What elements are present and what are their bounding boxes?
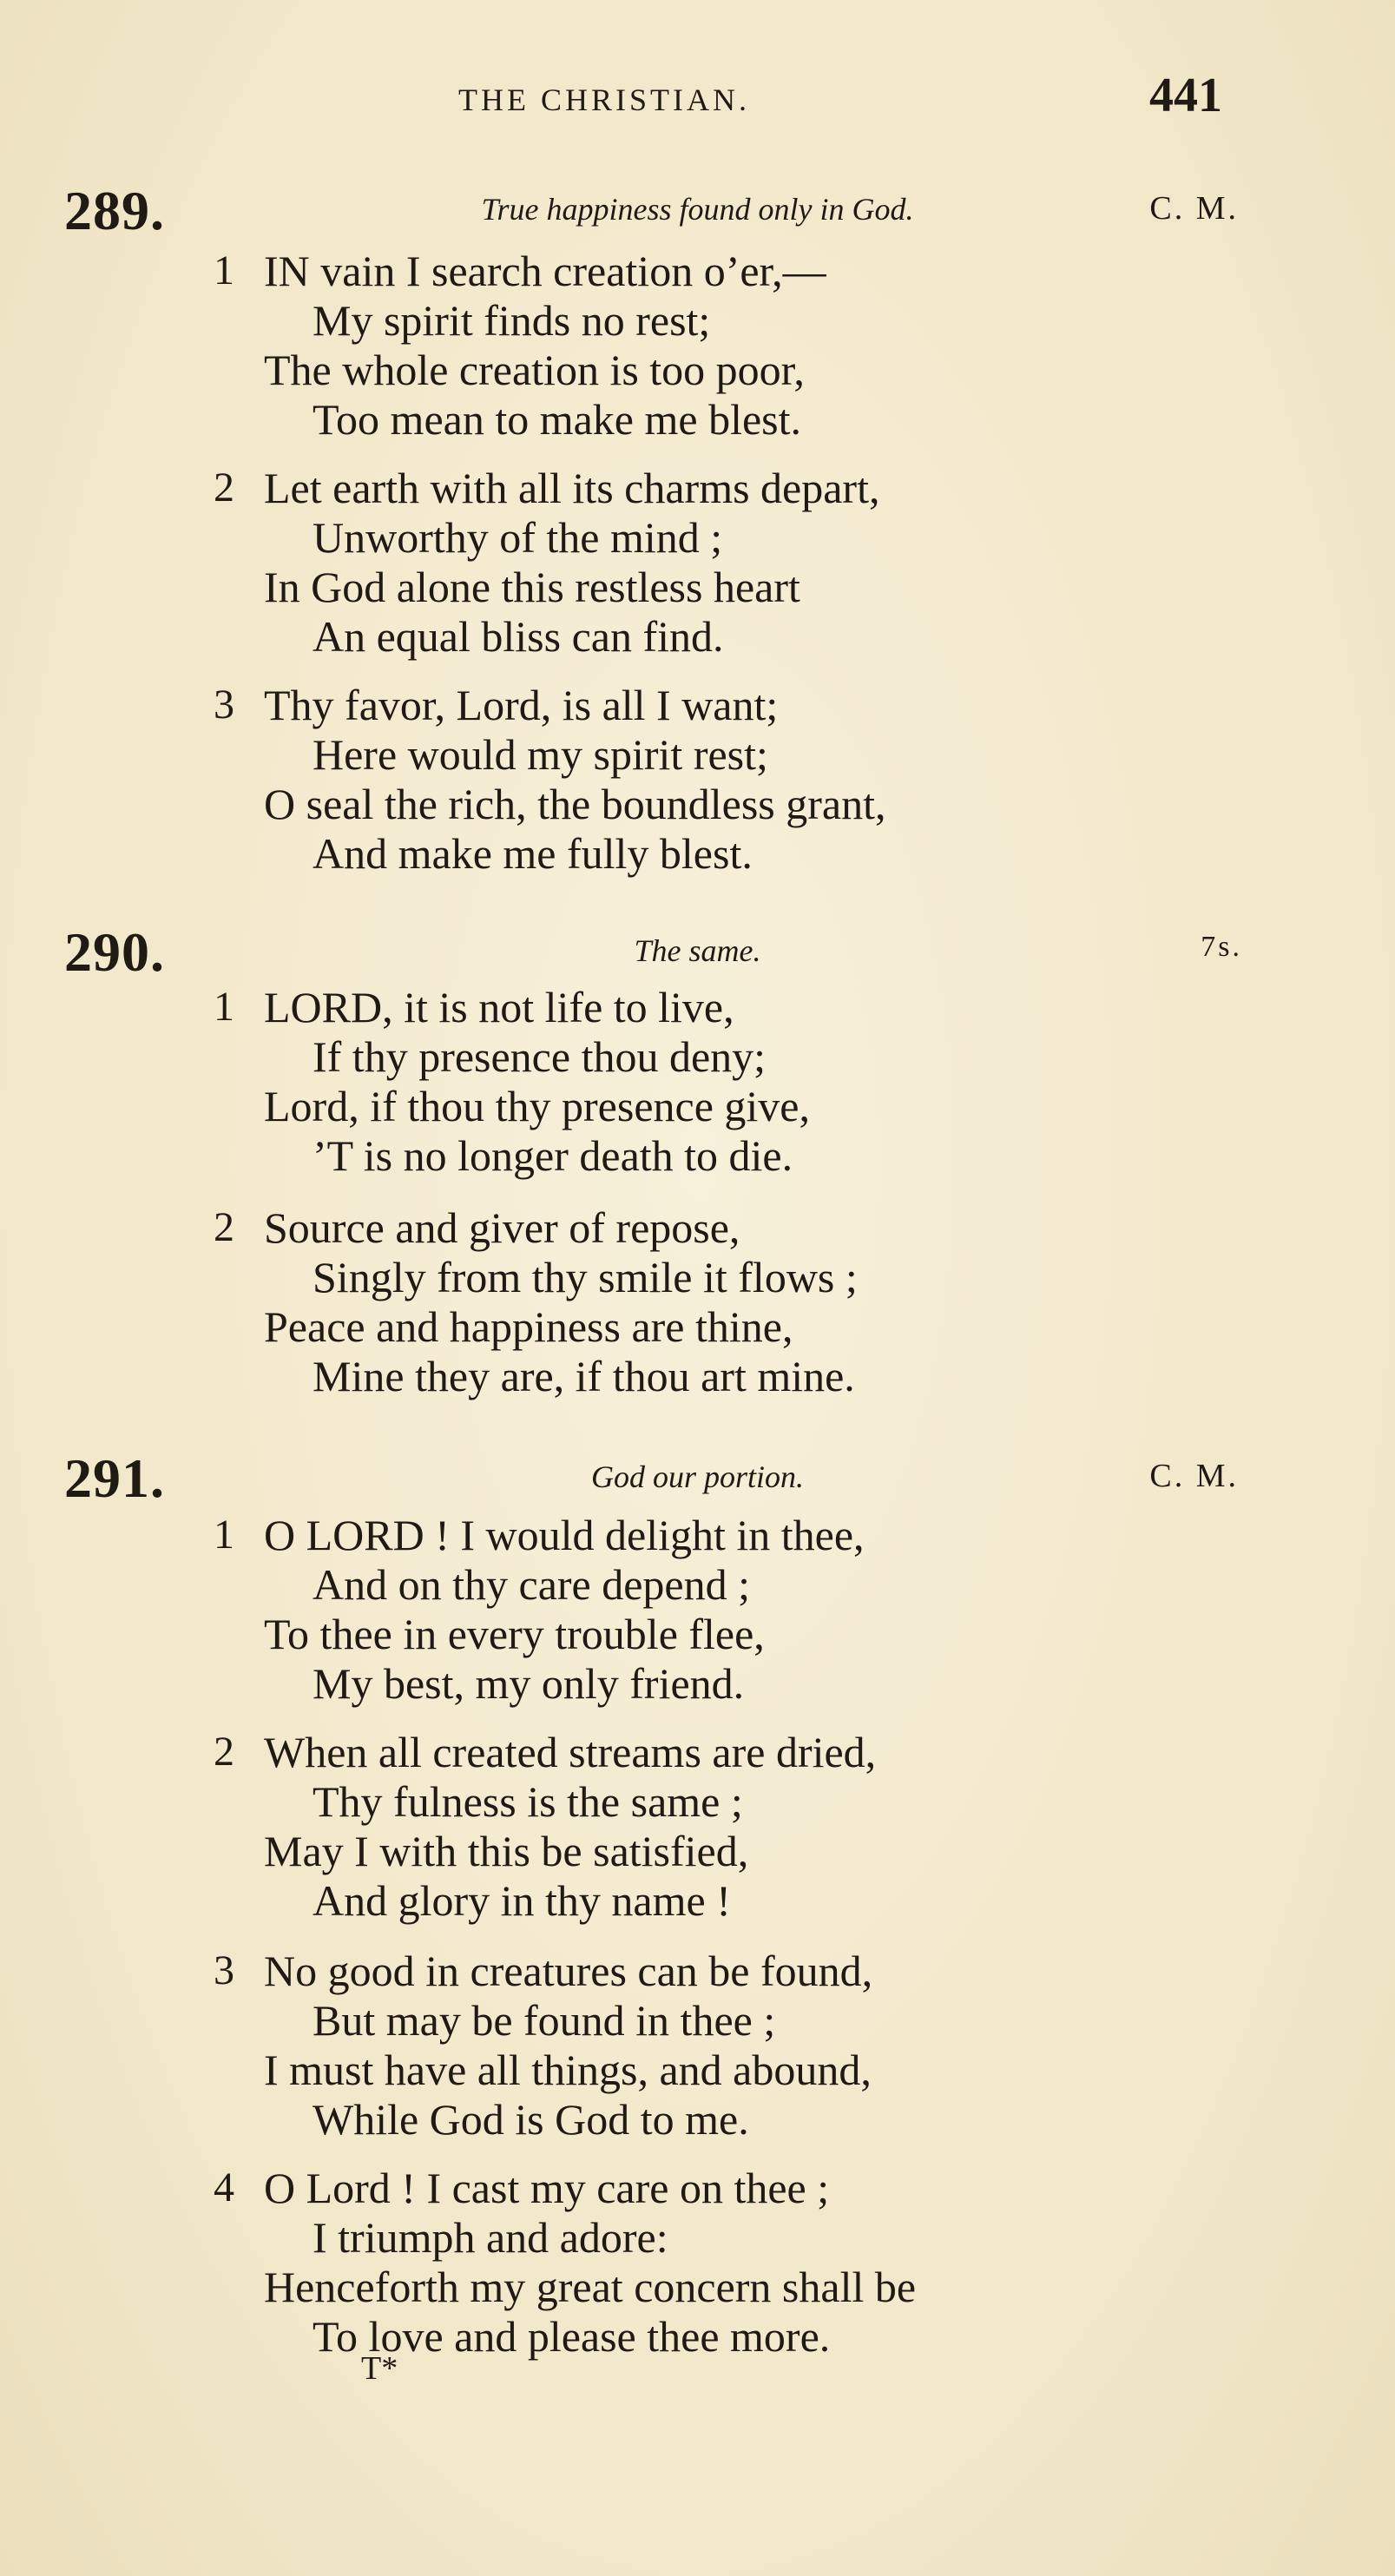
verse-line: May I with this be satisfied,: [264, 1827, 749, 1875]
page-number: 441: [1149, 69, 1222, 122]
hymn-meter: C. M.: [1149, 1458, 1239, 1494]
verse-line: My spirit finds no rest;: [313, 296, 711, 345]
verse-number: 2: [214, 1729, 234, 1775]
verse-line: No good in creatures can be found,: [264, 1947, 873, 1995]
hymn-title: True happiness found only in God.: [481, 192, 914, 227]
hymn-number: 289.: [64, 180, 165, 241]
verse-line: Peace and happiness are thine,: [264, 1302, 793, 1351]
verse-line: LORD, it is not life to live,: [264, 983, 734, 1031]
signature-mark: T*: [361, 2350, 398, 2387]
verse-line: Henceforth my great concern shall be: [264, 2263, 917, 2311]
verse-line: If thy presence thou deny;: [313, 1032, 767, 1081]
verse-line: But may be found in thee ;: [313, 1996, 776, 2045]
hymn-meter: C. M.: [1149, 190, 1239, 227]
hymn-291-heading: [0, 1446, 1395, 1509]
verse-line: Thy favor, Lord, is all I want;: [264, 681, 779, 729]
verse-line: The whole creation is too poor,: [264, 346, 805, 394]
verse-line: And glory in thy name !: [313, 1876, 731, 1925]
verse-line: Let earth with all its charms depart,: [264, 464, 880, 512]
verse-line: Unworthy of the mind ;: [313, 513, 723, 562]
verse-line: Singly from thy smile it flows ;: [313, 1253, 858, 1301]
verse-line: Source and giver of repose,: [264, 1203, 740, 1252]
verse-line: O LORD ! I would delight in thee,: [264, 1511, 865, 1559]
verse-line: An equal bliss can find.: [313, 612, 724, 661]
verse-line: And on thy care depend ;: [313, 1560, 751, 1609]
verse-line: And make me fully blest.: [313, 829, 753, 878]
verse-line: Mine they are, if thou art mine.: [313, 1352, 855, 1400]
hymn-289-heading: [0, 179, 1395, 241]
verse-number: 1: [214, 247, 234, 293]
verse-line: Here would my spirit rest;: [313, 730, 768, 779]
verse-number: 4: [214, 2164, 234, 2210]
hymn-number: 290.: [64, 921, 165, 983]
verse-line: Lord, if thou thy presence give,: [264, 1082, 810, 1130]
verse-number: 1: [214, 984, 234, 1030]
verse-line: O Lord ! I cast my care on thee ;: [264, 2164, 830, 2212]
hymn-number: 291.: [64, 1447, 165, 1509]
hymn-290-heading: [0, 920, 1395, 983]
verse-number: 2: [214, 1204, 234, 1250]
verse-line: To love and please thee more.: [313, 2312, 831, 2361]
verse-line: I must have all things, and abound,: [264, 2046, 872, 2094]
verse-number: 3: [214, 1947, 234, 1993]
verse-line: Thy fulness is the same ;: [313, 1777, 743, 1826]
verse-line: ’T is no longer death to die.: [313, 1131, 793, 1180]
verse-line: Too mean to make me blest.: [313, 395, 802, 444]
verse-line: O seal the rich, the boundless grant,: [264, 780, 886, 828]
verse-number: 1: [214, 1512, 234, 1558]
verse-line: When all created streams are dried,: [264, 1728, 877, 1776]
hymn-meter: 7s.: [1201, 931, 1242, 963]
verse-number: 2: [214, 464, 234, 511]
verse-line: IN vain I search creation o’er,—: [264, 247, 826, 295]
hymn-title: The same.: [634, 933, 761, 968]
verse-line: To thee in every trouble flee,: [264, 1610, 765, 1658]
verse-line: While God is God to me.: [313, 2095, 749, 2144]
verse-number: 3: [214, 682, 234, 728]
verse-line: I triumph and adore:: [313, 2213, 668, 2262]
verse-line: My best, my only friend.: [313, 1659, 745, 1708]
hymn-title: God our portion.: [590, 1459, 805, 1494]
running-title: THE CHRISTIAN.: [458, 82, 750, 117]
verse-line: In God alone this restless heart: [264, 563, 800, 611]
